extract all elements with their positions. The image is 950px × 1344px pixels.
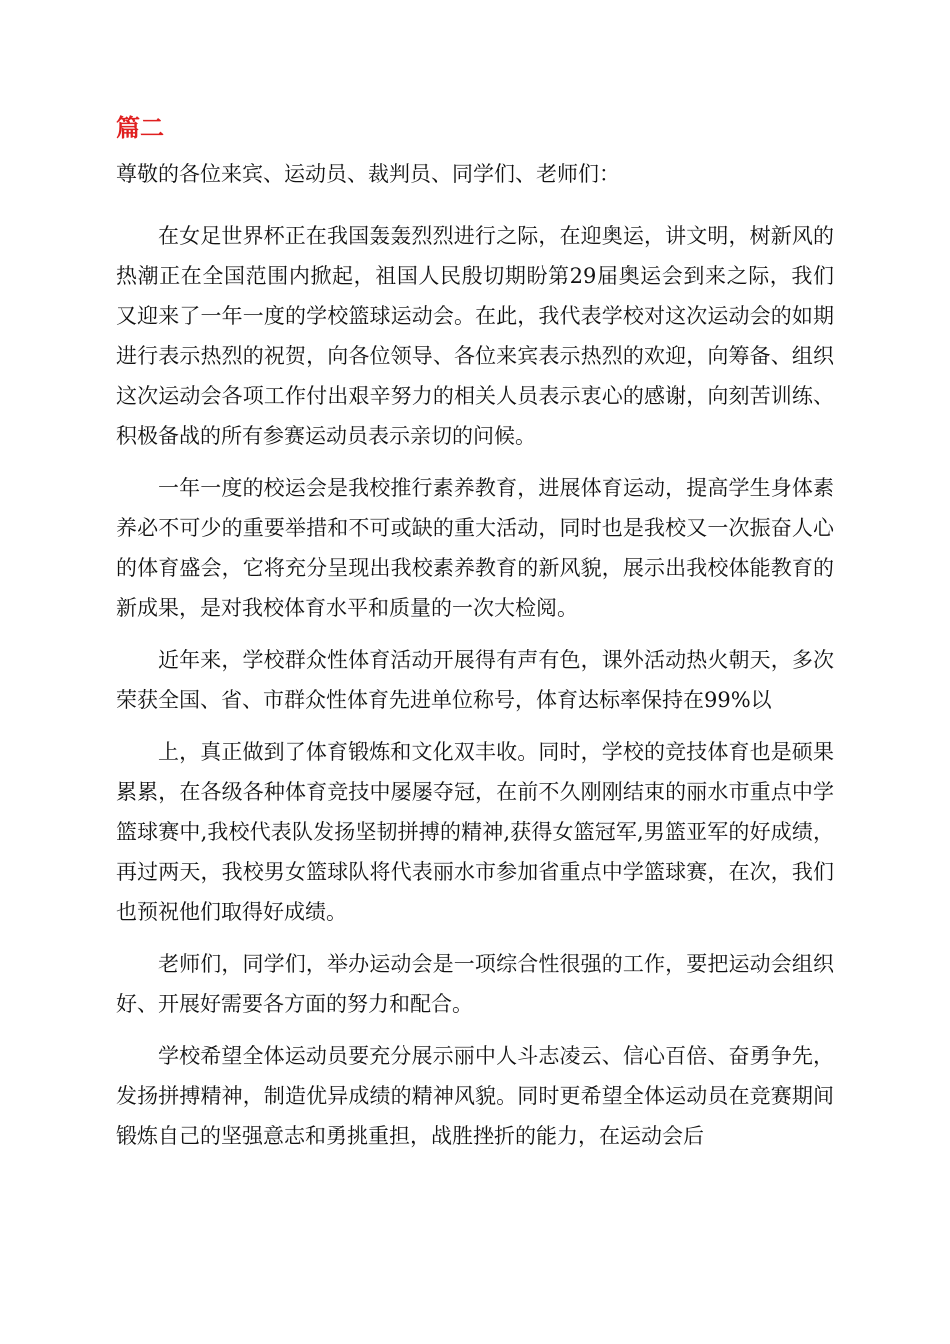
paragraph-1: 在女足世界杯正在我国轰轰烈烈进行之际，在迎奥运，讲文明，树新风的热潮正在全国范围内掀起，祖国人民殷切期盼第29届奥运会到来之际，我们又迎来了一年一度的学校篮球运动会。在此，我代表学校对这次运动会的如期进行表示热烈的祝贺，向各位领导、各位来宾表示热烈的欢迎，向筹备、组织这次运动会各项工作付出艰辛努力的相关人员表示衷心的感谢，向刻苦训练、积极备战的所有参赛运动员表示亲切的问候。 [116,224,834,448]
salutation: 尊敬的各位来宾、运动员、裁判员、同学们、老师们： [116,162,620,186]
paragraph-6: 学校希望全体运动员要充分展示丽中人斗志凌云、信心百倍、奋勇争先，发扬拼搏精神，制造优异成绩的精神风貌。同时更希望全体运动员在竞赛期间锻炼自己的坚强意志和勇挑重担，战胜挫折的能力，在运动会后 [116,1044,834,1148]
paragraph-4: 上，真正做到了体育锻炼和文化双丰收。同时，学校的竞技体育也是硕果累累，在各级各种体育竞技中屡屡夺冠，在前不久刚刚结束的丽水市重点中学篮球赛中,我校代表队发扬坚韧拼搏的精神,获得女篮冠军,男篮亚军的好成绩，再过两天，我校男女篮球队将代表丽水市参加省重点中学篮球赛，在次，我们也预祝他们取得好成绩。 [116,740,834,924]
paragraph-5: 老师们，同学们，举办运动会是一项综合性很强的工作，要把运动会组织好、开展好需要各方面的努力和配合。 [116,952,834,1016]
document-body [116,108,834,1156]
section-heading: 篇二 [116,114,164,142]
paragraph-3: 近年来，学校群众性体育活动开展得有声有色，课外活动热火朝天，多次荣获全国、省、市群众性体育先进单位称号，体育达标率保持在99%以 [116,648,834,712]
paragraph-2: 一年一度的校运会是我校推行素养教育，进展体育运动，提高学生身体素养必不可少的重要举措和不可或缺的重大活动，同时也是我校又一次振奋人心的体育盛会，它将充分呈现出我校素养教育的新风貌，展示出我校体能教育的新成果，是对我校体育水平和质量的一次大检阅。 [116,476,834,620]
